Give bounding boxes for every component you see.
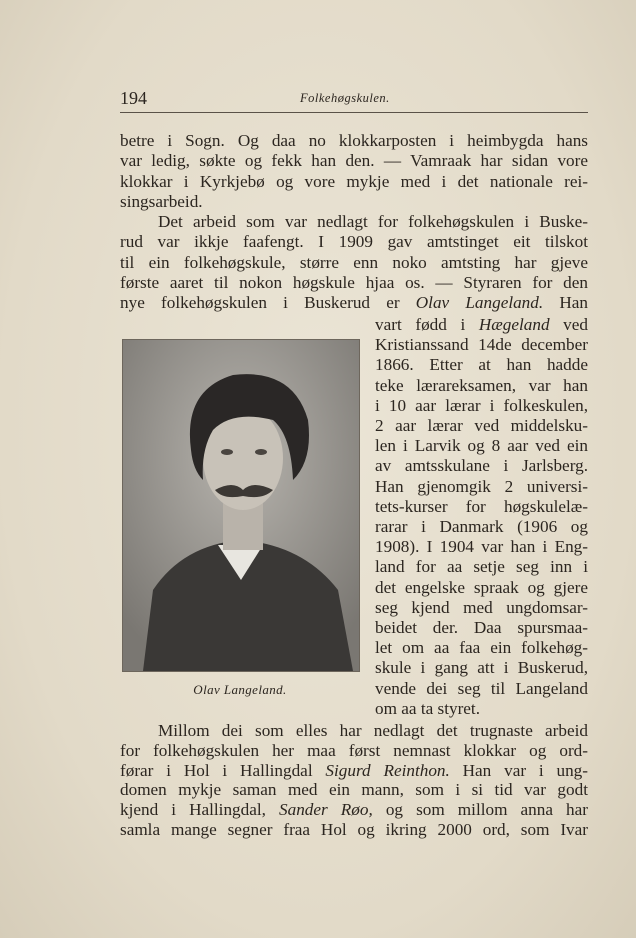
text-segment: for folkehøgskulen her maa først nemnast klokkar og ord-: [120, 740, 588, 760]
text-line: [375, 497, 588, 517]
text-line: [375, 456, 588, 476]
running-title: Folkehøgskulen.: [300, 91, 390, 105]
text-segment: rud var ikkje faafengt. I 1909 gav amtstinget eit tilskot: [120, 232, 588, 252]
text-line: [375, 477, 588, 497]
header-rule: [120, 112, 588, 113]
text-line: [375, 315, 588, 335]
text-segment: vende dei seg til Langeland: [375, 678, 588, 698]
text-segment: let om aa faa ein folkehøg-: [375, 638, 588, 658]
text-segment: samla mange segner fraa Hol og ikring 2000 ord, som Ivar: [120, 820, 588, 839]
italic-name: Olav Langeland.: [415, 293, 544, 312]
text-line: [375, 436, 588, 456]
text-line: [375, 396, 588, 416]
text-segment: len i Larvik og 8 aar ved ein: [375, 436, 588, 456]
text-line: [375, 699, 588, 719]
italic-name: Hægeland: [478, 315, 550, 334]
text-segment: nye folkehøgskulen i Buskerud er: [120, 293, 416, 312]
text-line: [375, 557, 588, 577]
text-line: [375, 355, 588, 375]
text-segment: vart fødd i: [375, 315, 479, 334]
text-line: [120, 192, 588, 212]
text-segment: det engelske spraak og gjere: [375, 577, 588, 597]
text-segment: og som millom anna har: [372, 800, 588, 820]
italic-name: Sigurd Reinthon.: [325, 760, 450, 780]
text-segment: land for aa setje seg inn i: [375, 557, 588, 577]
text-line: [375, 598, 588, 618]
portrait-photo: [122, 339, 360, 672]
text-segment: domen mykje saman med ein mann, som i si tid var godt: [120, 780, 588, 800]
text-segment: teke lærareksamen, var han: [375, 375, 588, 395]
text-segment: betre i Sogn. Og daa no klokkarposten i heimbygda hans: [120, 131, 588, 150]
text-segment: Kristianssand 14de december: [375, 335, 588, 355]
text-segment: kjend i Hallingdal,: [120, 800, 280, 820]
text-line: [120, 761, 588, 781]
text-segment: seg kjend med ungdomsar-: [375, 597, 588, 617]
text-segment: beidet der. Daa spursmaa-: [375, 618, 588, 637]
text-line: [120, 293, 588, 313]
text-segment: var ledig, søkte og fekk han den. — Vamraak har sidan vore: [120, 151, 588, 171]
text-line: [375, 679, 588, 699]
portrait-drawing: [123, 340, 359, 671]
text-line: [120, 721, 588, 741]
text-segment: av amtsskulane i Jarlsberg.: [375, 456, 588, 476]
text-segment: til ein folkehøgskule, større enn noko amtsting har gjeve: [120, 252, 588, 272]
text-line: [375, 658, 588, 678]
text-segment: første aaret til nokon høgskule hjaa os. — Styraren for den: [120, 272, 588, 292]
text-line: [120, 741, 588, 761]
text-segment: 1908). I 1904 var han i Eng-: [375, 537, 588, 557]
text-segment: Millom dei som elles har nedlagt det trugnaste arbeid: [158, 721, 588, 740]
text-line: [120, 232, 588, 252]
text-line: [375, 416, 588, 436]
text-segment: Det arbeid som var nedlagt for folkehøgskulen i Buske-: [158, 212, 588, 231]
text-line: [375, 537, 588, 557]
text-line: [120, 172, 588, 192]
text-line: [375, 578, 588, 598]
text-segment: skule i gang att i Buskerud,: [375, 658, 588, 678]
text-line: [120, 253, 588, 273]
text-line: [375, 618, 588, 638]
text-segment: om aa ta styret.: [375, 698, 480, 718]
text-segment: tets-kurser for høgskulelæ-: [375, 496, 588, 516]
page-number: 194: [120, 88, 147, 108]
text-line: [120, 131, 588, 151]
text-line: [375, 376, 588, 396]
text-segment: ved: [549, 315, 588, 334]
text-line: [120, 800, 588, 820]
text-segment: singsarbeid.: [120, 191, 203, 211]
text-segment: rarar i Danmark (1906 og: [375, 517, 588, 536]
italic-name: Sander Røo,: [279, 800, 373, 820]
text-segment: 2 aar lærar ved middelsku-: [375, 416, 588, 435]
text-segment: Han gjenomgik 2 universi-: [375, 476, 588, 496]
text-segment: 1866. Etter at han hadde: [375, 355, 588, 375]
text-segment: Han: [543, 293, 588, 312]
text-line: [120, 780, 588, 800]
text-segment: klokkar i Kyrkjebø og vore mykje med i det nationale rei-: [120, 171, 588, 191]
text-line: [120, 212, 588, 232]
text-segment: Han var i ung-: [449, 760, 588, 780]
text-line: [375, 517, 588, 537]
figure-caption: Olav Langeland.: [193, 682, 287, 697]
text-line: [120, 820, 588, 840]
text-line: [120, 273, 588, 293]
text-line: [120, 151, 588, 171]
text-segment: i 10 aar lærar i folkeskulen,: [375, 395, 588, 415]
text-line: [375, 638, 588, 658]
text-line: [375, 335, 588, 355]
text-segment: førar i Hol i Hallingdal: [120, 760, 326, 780]
